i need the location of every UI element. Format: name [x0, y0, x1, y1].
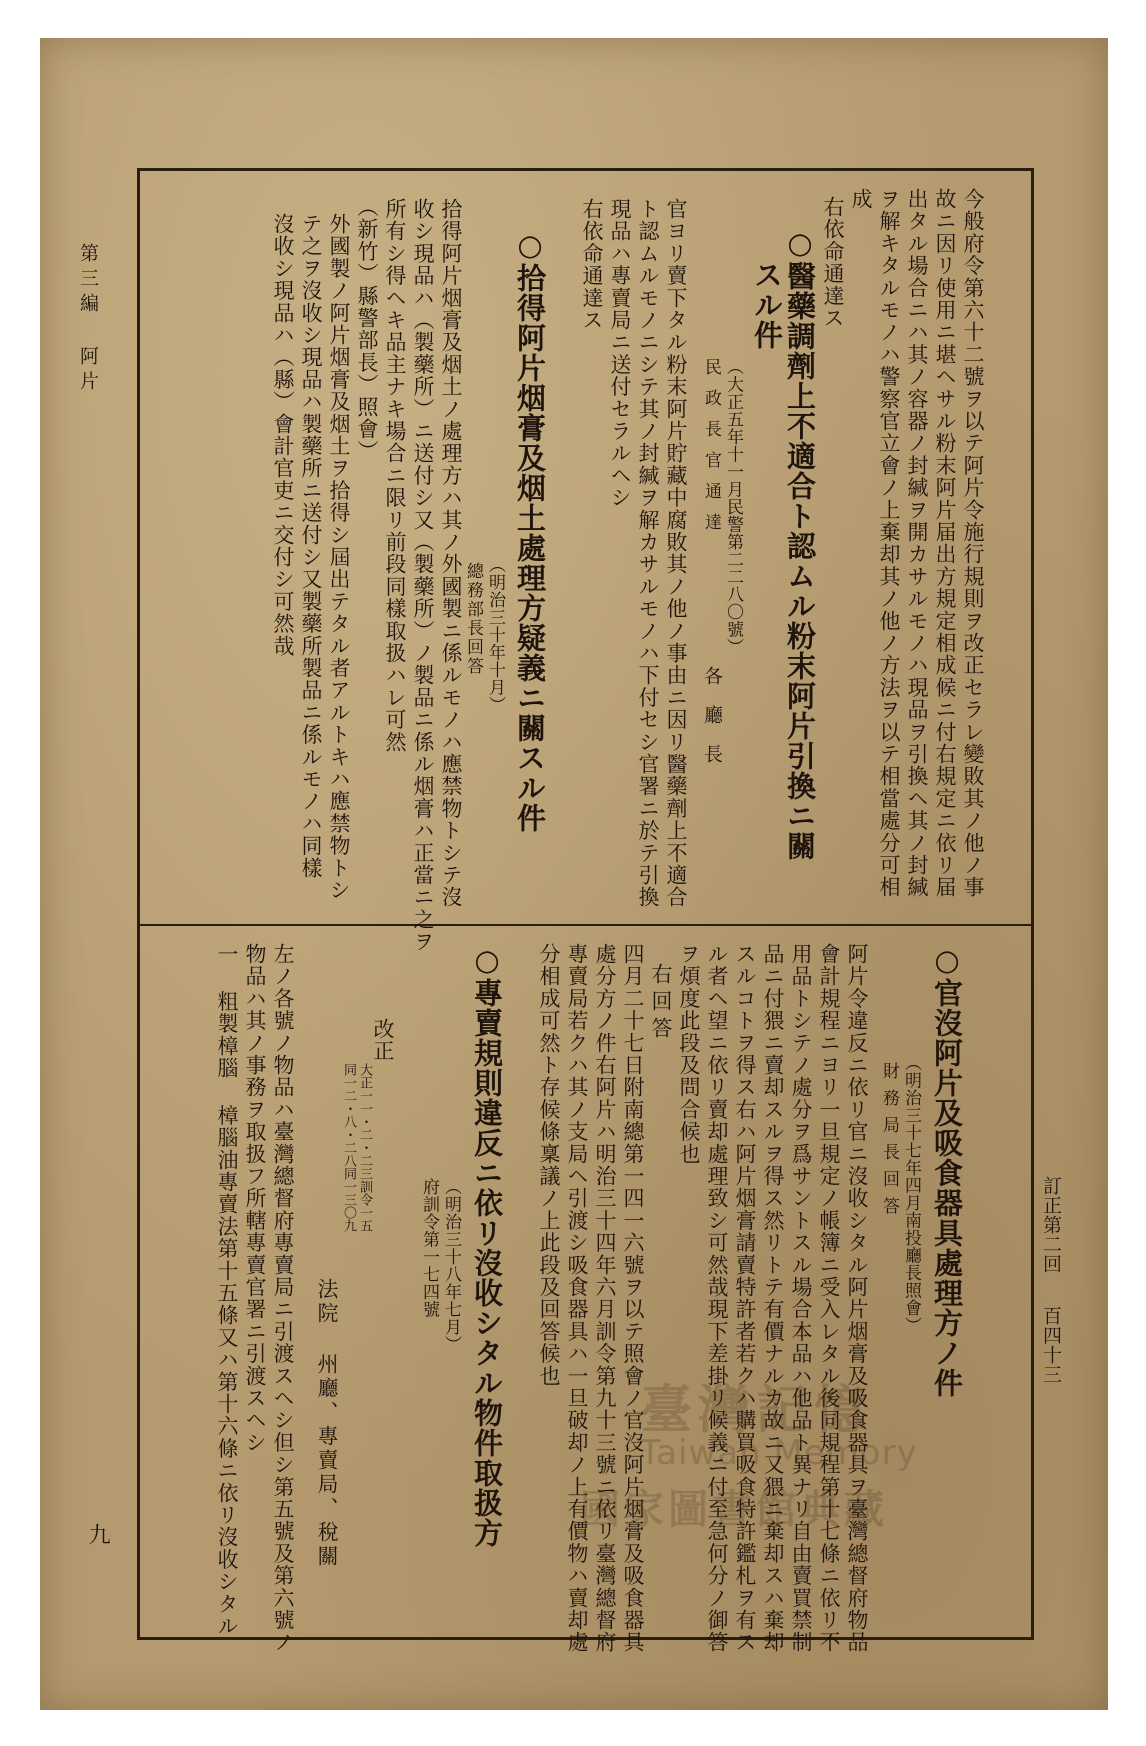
article2-issued: （明治三十年十月）: [485, 556, 505, 714]
intro-col-5: 成: [849, 188, 873, 211]
intro-col-3: 出タル場合ニハ其ノ容器ノ封緘ヲ開カサルモノハ現品ヲ引換ヘ其ノ封緘: [905, 188, 929, 899]
article2-title: ○拾得阿片烟膏及烟土處理方疑義ニ關スル件: [513, 228, 547, 833]
intro-col-2: 故ニ因リ使用ニ堪ヘサル粉末阿片届出方規定相成候ニ付右規定ニ依リ届: [933, 188, 957, 899]
article3-body-7: ヲ煩度此段及問合候也: [677, 943, 701, 1165]
article4-recipients: 法院 州廳、專賣局、稅關: [315, 1278, 339, 1569]
article3-issuer: 財務局長回答: [879, 1062, 899, 1224]
intro-col-4: ヲ解キタルモノハ警察官立會ノ上棄却其ノ他ノ方法ヲ以テ相當處分可相: [877, 188, 901, 899]
chapter-label: 第三編 阿片: [77, 243, 99, 396]
article2-body-6: テ之ヲ沒收シ現品ハ製藥所ニ送付シ又製藥所製品ニ係ルモノハ同樣: [299, 213, 323, 879]
article3-body-1: 阿片令違反ニ依リ官ニ沒收シタル阿片烟膏及吸食器具ヲ臺灣總督府物品: [845, 943, 869, 1654]
article4-amendment-1: 大正一一・二・二三訓令一五: [357, 1063, 372, 1232]
article3-body-12: 分相成可然ト存候條稟議ノ上此段及回答候也: [537, 943, 561, 1387]
intro-col-6: 右依命通達ス: [821, 196, 845, 330]
watermark-line2: 國家圖書館典藏: [580, 1487, 888, 1533]
article1-issued: （大正五年十一月民警第二二八〇號）: [723, 358, 743, 656]
article3-body-3: 用品トシテノ處分ヲ爲サントスル場合本品ハ他品ト異ナリ自由賣買禁制: [789, 943, 813, 1654]
article3-issued: （明治三十七年四月南投廳長照會）: [901, 1054, 921, 1334]
article1-body-4: 右依命通達ス: [580, 198, 604, 332]
article1-body-3: 現品ハ專賣局ニ送付セラルヘシ: [608, 198, 632, 509]
article1-title-line2: スル件: [750, 260, 784, 350]
article3-body-11: 專賣局若クハ其ノ支局ヘ引渡シ吸食器具ハ一旦破却ノ上有價物ハ賣却處: [565, 943, 589, 1654]
article1-body-2: ト認ムルモノニシテ其ノ封緘ヲ解カサルモノハ下付セシ官署ニ於テ引換: [636, 198, 660, 909]
article4-title: ○專賣規則違反ニ依リ沒收シタル物件取扱方: [470, 943, 504, 1548]
watermark-latin: Taiwan Memory: [640, 1433, 918, 1473]
article3-title: ○官沒阿片及吸食器具處理方ノ件: [930, 943, 964, 1398]
section-divider: [137, 924, 1034, 926]
article1-body-1: 官ヨリ賣下タル粉末阿片貯藏中腐敗其ノ他ノ事由ニ因リ醫藥劑上不適合: [664, 198, 688, 909]
article4-amendment-label: 改正: [371, 1018, 395, 1063]
document-page: [40, 38, 1108, 1710]
article2-body-4: （新竹）縣警部長）照會）: [355, 196, 379, 463]
article3-body-4: 品ニ付猥ニ賣却スルヲ得ス然リトテ有價ナルカ故ニ又猥ニ棄却スハ棄却: [761, 943, 785, 1654]
article3-body-8: 右回答: [649, 963, 673, 1044]
article3-body-9: 四月二十七日附南總第一四一六號ヲ以テ照會ノ官沒阿片烟膏及吸食器具: [621, 943, 645, 1654]
article2-body-5: 外國製ノ阿片烟膏及烟土ヲ拾得シ屆出テタル者アルトキハ應禁物トシ: [327, 213, 351, 902]
article4-issued: （明治三十八年七月）: [441, 1178, 461, 1353]
article1-title-line1: ○醫藥調劑上不適合ト認ムル粉末阿片引換ニ關: [783, 226, 817, 861]
intro-col-1: 今般府令第六十二號ヲ以テ阿片令施行規則ヲ改正セラレ變敗其ノ他ノ事: [961, 188, 985, 899]
article4-body-3: 一 粗製樟腦 樟腦油專賣法第十五條又ハ第十六條ニ依リ沒收シタル: [215, 943, 239, 1638]
article3-body-2: 會計規程ニヨリ一旦規定ノ帳簿ニ受入レタル後同規程第十七條ニ依リ不: [817, 943, 841, 1654]
article3-body-6: ル者ヘ望ニ依リ賣却處理致シ可然哉現下差掛リ候義ニ付至急何分ノ御答: [705, 943, 729, 1654]
article4-body-1: 左ノ各號ノ物品ハ臺灣總督府專賣局ニ引渡スヘシ但シ第五號及第六號ノ: [271, 943, 295, 1654]
article4-issuer: 府訓令第一七四號: [419, 1178, 439, 1318]
page-number-top: 百四十三: [1040, 1306, 1062, 1384]
page-number-bottom: 九: [85, 1523, 110, 1546]
article1-recipient: 各廳長: [701, 666, 723, 783]
article2-issuer: 總務部長回答: [463, 562, 483, 676]
volume-label: 訂正第二回: [1040, 1176, 1062, 1274]
article3-body-10: 處分方ノ件右阿片ハ明治三十四年六月訓令第九十三號ニ依リ臺灣總督府: [593, 943, 617, 1654]
article3-body-5: スルコトヲ得ス右ハ阿片烟膏請賣特許者若クハ購買吸食特許鑑札ヲ有ス: [733, 943, 757, 1654]
article1-issuer: 民政長官通達: [701, 358, 721, 544]
watermark-text: 臺灣記憶: [640, 1381, 873, 1441]
article2-body-3: 所有シ得ヘキ品主ナキ場合ニ限リ前段同樣取扱ハレ可然: [383, 198, 407, 753]
article4-body-2: 物品ハ其ノ事務ヲ取扱フ所轄專賣官署ニ引渡スヘシ: [243, 943, 267, 1454]
article2-body-7: 沒收シ現品ハ（縣）會計官吏ニ交付シ可然哉: [271, 213, 295, 657]
article4-amendment-2: 同一二・八・二八同一三〇九: [341, 1063, 356, 1232]
article2-body-1: 拾得阿片烟膏及烟土ノ處理方ハ其ノ外國製ニ係ルモノハ應禁物トシテ沒: [439, 198, 463, 909]
article2-body-2: 收シ現品ハ（製藥所）ニ送付シ又（製藥所）ノ製品ニ係ル烟膏ハ正當ニ之ヲ: [411, 198, 435, 953]
